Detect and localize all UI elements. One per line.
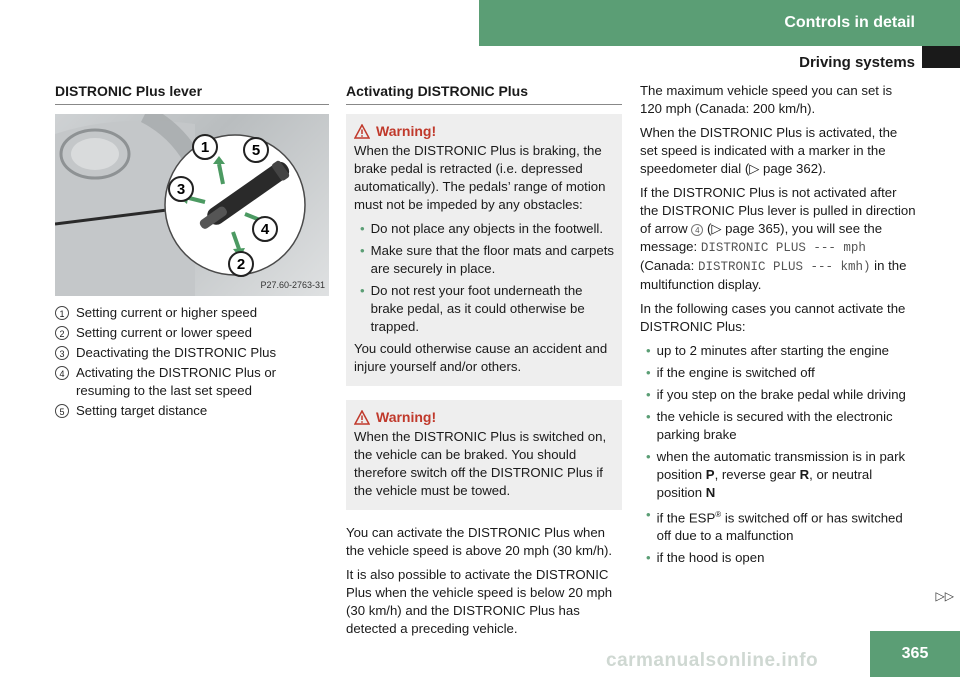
callout-1: 1 [200,139,210,156]
display-message-mph: DISTRONIC PLUS --- mph [700,241,866,255]
legend-number: 2 [55,326,69,340]
activation-heading: Activating DISTRONIC Plus [346,82,622,105]
callout-4: 4 [260,221,270,238]
legend-item [55,304,329,322]
legend-text: Deactivating the DISTRONIC Plus [76,345,277,360]
warning-box-towing [346,400,622,510]
continued-arrow-icon: ▷▷ [935,589,954,603]
chapter-title: Controls in detail [784,14,915,31]
lever-legend [55,304,329,420]
warning-bullet: • Make sure that the floor mats and carpets are securely in place. [360,243,614,276]
message-paragraph: If the DISTRONIC Plus is not activated after the DISTRONIC Plus lever is pulled in direction of arrow 4 (▷ page 365), you will see the message: DISTRONIC PLUS --- mph (Canada: DISTRONIC PLUS --- kmh) in the multifunction display. [640,185,916,292]
warning-label: Warning! [376,409,437,425]
activation-paragraph: It is also possible to activate the DISTRONIC Plus when the vehicle speed is below 20 mph (30 km/h) and the DISTRONIC Plus has detected a preceding vehicle. [346,567,613,636]
page-number: 365 [870,631,960,677]
warning-heading [354,408,614,426]
warning-triangle-icon [354,124,370,139]
max-speed-paragraph: The maximum vehicle speed you can set is 120 mph (Canada: 200 km/h). [640,83,893,116]
activation-paragraph: You can activate the DISTRONIC Plus when the vehicle speed is above 20 mph (30 km/h). [346,525,613,558]
chapter-header [479,0,960,46]
warning-outro: You could otherwise cause an accident and injure yourself and/or others. [354,341,608,374]
condition-bullet: • the vehicle is secured with the electronic parking brake [646,409,893,442]
legend-text: Activating the DISTRONIC Plus or resuming to the last set speed [76,365,277,398]
header-marker-block [922,46,960,68]
section-title: Driving systems [799,54,915,71]
condition-bullet: • if the ESP® is switched off or has switched off due to a malfunction [646,507,903,544]
callout-2: 2 [236,256,246,273]
condition-bullet: • up to 2 minutes after starting the engine [646,343,890,358]
legend-number: 5 [55,404,69,418]
legend-item [55,402,329,420]
warning-box-braking [346,114,622,386]
warning-bullet-text: Do not rest your foot underneath the brake pedal, as it could otherwise be trapped. [370,283,585,334]
legend-text: Setting target distance [76,403,208,418]
condition-bullet: • if the hood is open [646,550,765,566]
conditions-column [640,82,916,571]
lever-diagram [55,114,329,296]
display-message-kmh: DISTRONIC PLUS --- kmh) [697,260,871,274]
warning-bullet: • Do not place any objects in the footwell. [360,221,604,236]
warning-bullet-text: Make sure that the floor mats and carpets are securely in place. [370,243,614,276]
legend-item [55,344,329,362]
condition-bullet: • if the engine is switched off [646,365,815,380]
warning-bullet-text: Do not place any objects in the footwell. [370,221,604,236]
arrow-number: 4 [691,224,703,236]
conditions-intro: In the following cases you cannot activate the DISTRONIC Plus: [640,301,906,334]
condition-bullet: • if you step on the brake pedal while driving [646,387,906,402]
warning-text: When the DISTRONIC Plus is switched on, the vehicle can be braked. You should therefore switch off the DISTRONIC Plus if the vehicle must be towed. [354,429,607,498]
legend-number: 1 [55,306,69,320]
condition-bullet: • when the automatic transmission is in park position P, reverse gear R, or neutral position N [646,449,906,500]
callout-5: 5 [251,142,261,159]
lever-illustration [55,114,329,296]
marker-paragraph: When the DISTRONIC Plus is activated, the set speed is indicated with a marker in the speedometer dial (▷ page 362). [640,125,898,176]
legend-item [55,364,329,400]
legend-item [55,324,329,342]
legend-number: 3 [55,346,69,360]
legend-text: Setting current or lower speed [76,325,252,340]
lever-column [55,82,329,422]
legend-text: Setting current or higher speed [76,305,258,320]
legend-number: 4 [55,366,69,380]
watermark: carmanualsonline.info [606,650,819,671]
warning-heading [354,122,614,140]
warning-label: Warning! [376,123,437,139]
warning-triangle-icon [354,410,370,425]
figure-code: P27.60-2763-31 [260,280,325,290]
lever-heading: DISTRONIC Plus lever [55,82,329,105]
warning-bullet: • Do not rest your foot underneath the brake pedal, as it could otherwise be trapped. [360,282,614,336]
callout-3: 3 [176,181,186,198]
warning-intro: When the DISTRONIC Plus is braking, the brake pedal is retracted (i.e. depressed automatically). The pedals’ range of motion must not be impeded by any obstacles: [354,143,606,212]
activation-column [346,82,622,644]
